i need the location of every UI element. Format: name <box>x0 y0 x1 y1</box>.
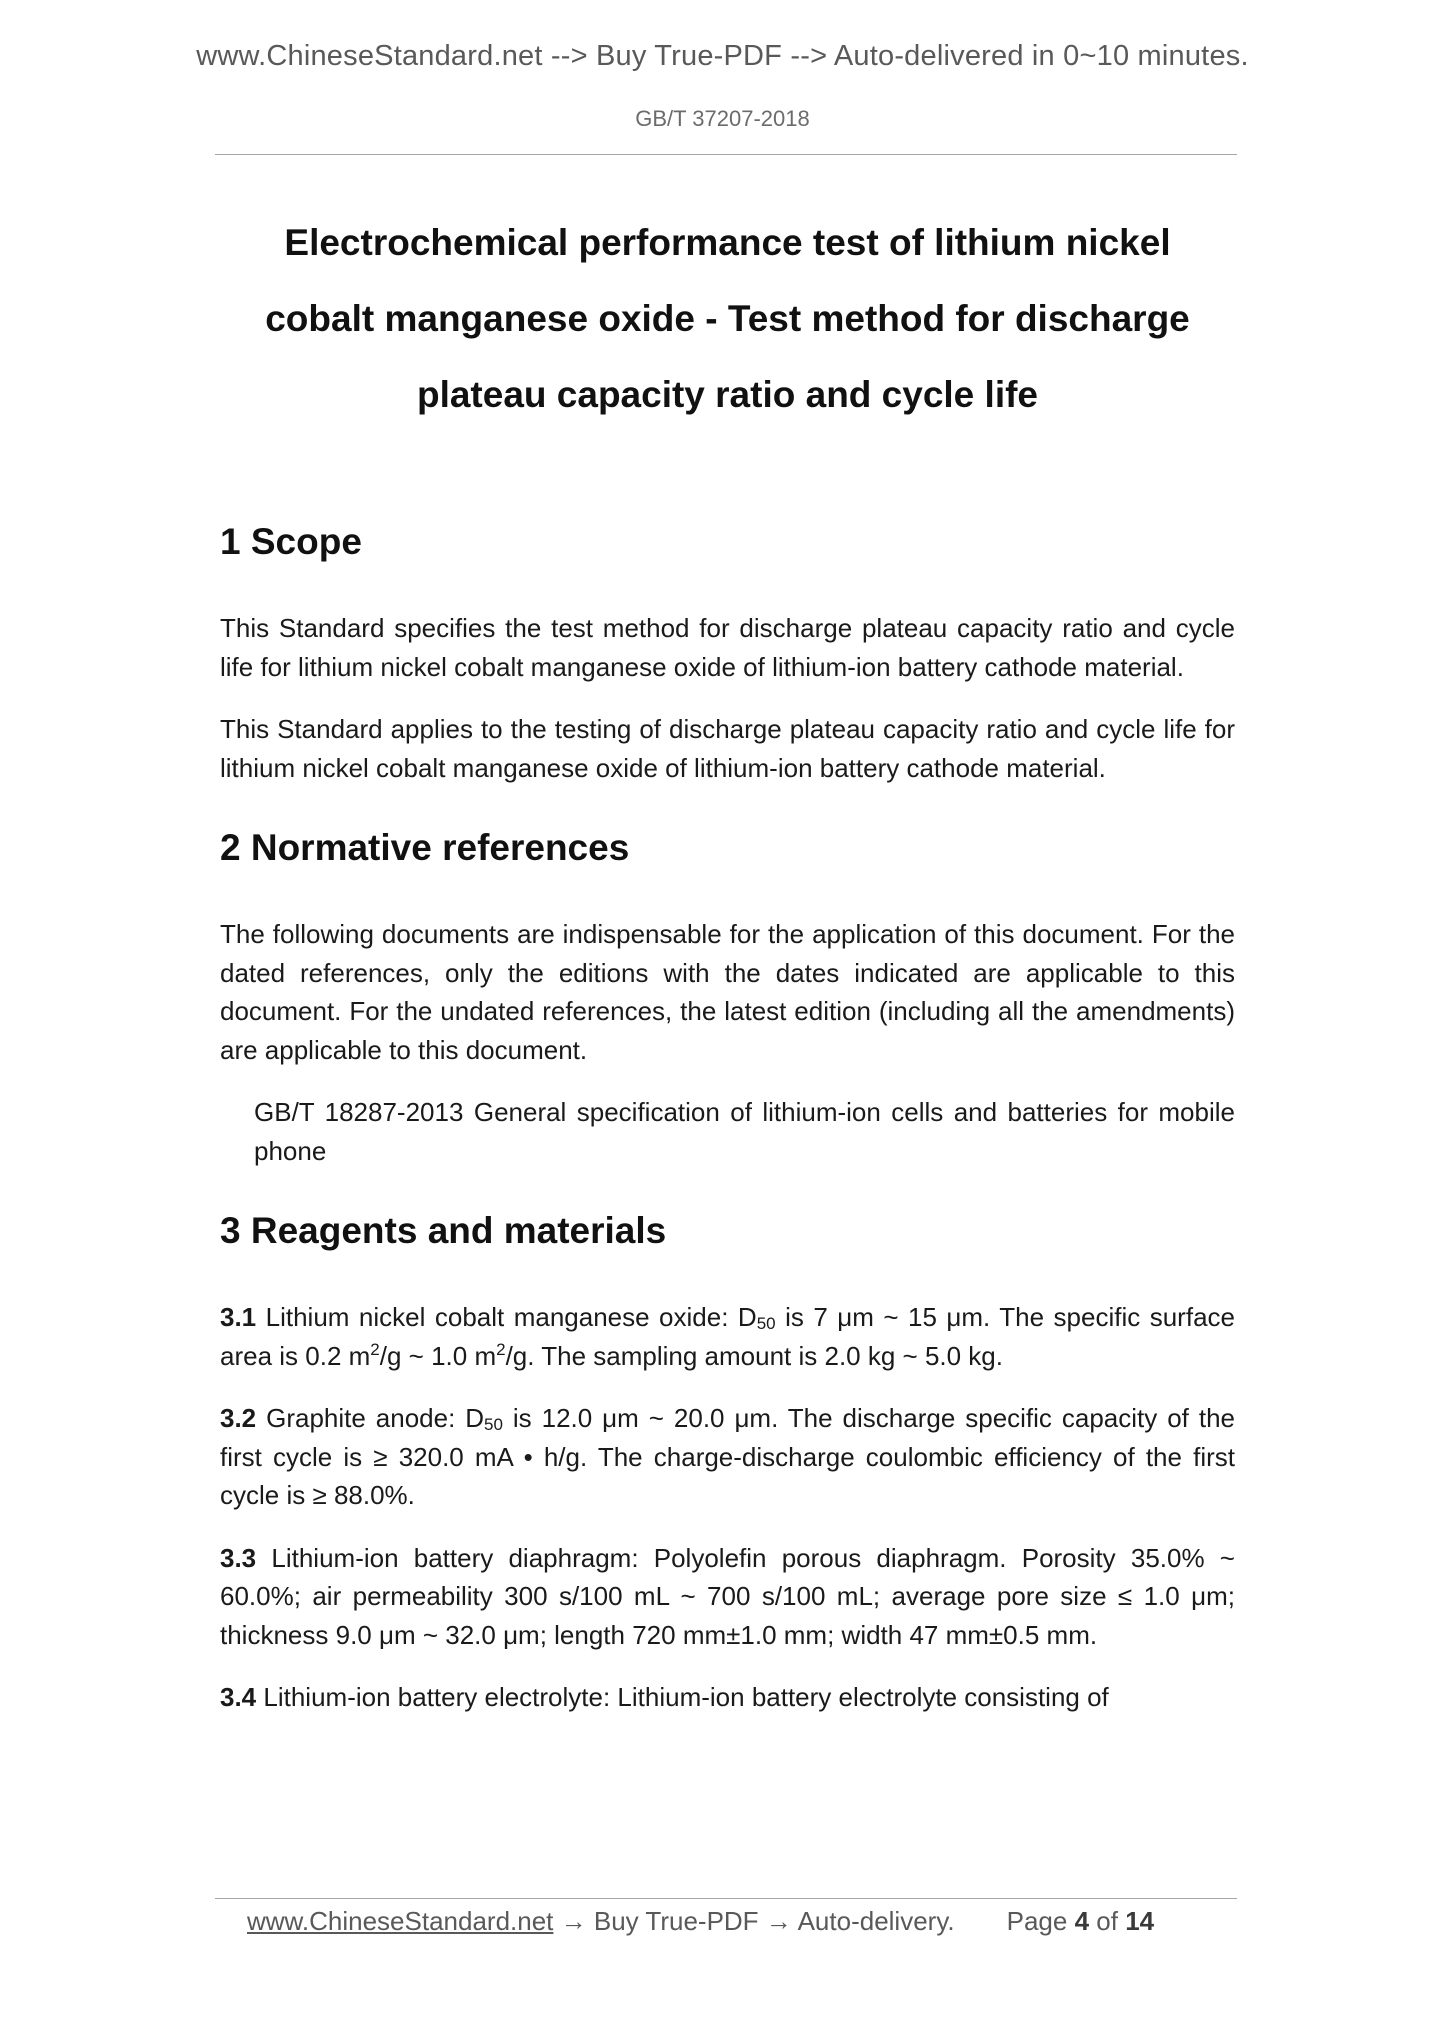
clause-text: is 12.0 μm ~ 20.0 μm. The discharge specific capacity of the first cycle is ≥ 320.0 mA • h/g. The charge-discharge coulombic efficiency of the first cycle is ≥ 88.0%. <box>220 1403 1235 1510</box>
clause-text: /g. The sampling amount is 2.0 kg ~ 5.0 kg. <box>505 1340 1003 1371</box>
clause-text: /g ~ 1.0 m <box>379 1340 497 1371</box>
section-heading-reagents: 3 Reagents and materials <box>220 1210 667 1251</box>
clause-3-1 <box>220 1298 1235 1375</box>
reference-item: GB/T 18287-2013 General specification of lithium-ion cells and batteries for mobile phone <box>254 1097 1235 1166</box>
clause-number: 3.1 <box>220 1302 257 1332</box>
subscript: 50 <box>484 1415 503 1434</box>
clause-text: Graphite anode: D <box>256 1403 485 1433</box>
clause-3-2 <box>220 1399 1235 1515</box>
source-banner: www.ChineseStandard.net --> Buy True-PDF --> Auto-delivered in 0~10 minutes. <box>196 40 1249 72</box>
clause-3-3 <box>220 1539 1235 1655</box>
document-title <box>220 205 1235 433</box>
of-label: of <box>1096 1906 1118 1936</box>
section-heading-scope: 1 Scope <box>220 521 362 562</box>
clause-number: 3.4 <box>220 1682 257 1712</box>
page-footer <box>247 1906 1154 1937</box>
arrow-icon: → <box>553 1906 594 1936</box>
normative-paragraph: The following documents are indispensable for the application of this document. For the dated references, only the editions with the dates indicated are applicable to this document. For the undated references, the latest edition (including all the amendments) are applicable to this document. <box>220 919 1235 1065</box>
footer-site-link[interactable]: www.ChineseStandard.net <box>247 1906 554 1936</box>
scope-paragraph-1: This Standard specifies the test method for discharge plateau capacity ratio and cycle life for lithium nickel cobalt manganese oxide of lithium-ion battery cathode material. <box>220 613 1235 682</box>
superscript: 2 <box>370 1339 380 1359</box>
clause-text: is 7 μm ~ 15 μm. The specific surface area is 0.2 m <box>220 1302 1235 1371</box>
superscript: 2 <box>496 1339 506 1359</box>
subscript: 50 <box>756 1314 776 1333</box>
page-total: 14 <box>1125 1906 1155 1936</box>
header-divider <box>215 154 1237 155</box>
clause-text: Lithium-ion battery electrolyte: Lithium-ion battery electrolyte consisting of <box>256 1682 1109 1712</box>
page-content <box>220 205 1235 1717</box>
title-line-1: Electrochemical performance test of lithium nickel <box>284 222 1171 263</box>
page-number: 4 <box>1074 1906 1090 1936</box>
page-label: Page <box>1006 1906 1068 1936</box>
page-indicator <box>1007 1906 1155 1936</box>
clause-3-4 <box>220 1678 1235 1717</box>
title-line-2: cobalt manganese oxide - Test method for discharge <box>265 298 1190 339</box>
scope-paragraph-2: This Standard applies to the testing of discharge plateau capacity ratio and cycle life for lithium nickel cobalt manganese oxide of lithium-ion battery cathode material. <box>220 714 1235 783</box>
footer-divider <box>215 1898 1237 1899</box>
footer-buy-text: Buy True-PDF <box>593 1906 759 1936</box>
clause-number: 3.3 <box>220 1542 257 1573</box>
section-heading-normative-references: 2 Normative references <box>220 827 630 868</box>
title-line-3: plateau capacity ratio and cycle life <box>416 374 1039 415</box>
clause-text: Lithium nickel cobalt manganese oxide: D <box>256 1302 757 1332</box>
clause-number: 3.2 <box>220 1403 257 1433</box>
arrow-icon: → <box>758 1906 798 1936</box>
document-code: GB/T 37207-2018 <box>635 106 810 131</box>
clause-text: Lithium-ion battery diaphragm: Polyolefin porous diaphragm. Porosity 35.0% ~ 60.0%; air permeability 300 s/100 mL ~ 700 s/100 mL; average pore size ≤ 1.0 μm; thickness 9.0 μm ~ 32.0 μm; length 720 mm±1.0 mm; width 47 mm±0.5 mm. <box>220 1542 1235 1650</box>
footer-delivery-text: Auto-delivery. <box>797 1906 955 1936</box>
